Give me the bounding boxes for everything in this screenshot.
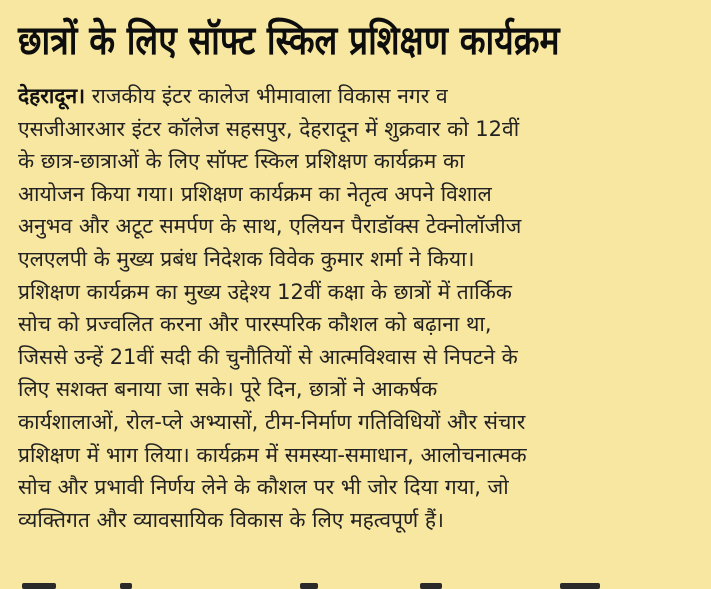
article-body <box>18 80 708 536</box>
article-line-text: राजकीय इंटर कालेज भीमावाला विकास नगर व <box>91 84 448 108</box>
article-line-13: सोच और प्रभावी निर्णय लेने के कौशल पर भी जोर दिया गया, जो <box>18 475 509 500</box>
article-line-5: अनुभव और अटूट समर्पण के साथ, एलियन पैराडॉक्स टेक्नोलॉजीज <box>18 214 522 239</box>
article-line-4: आयोजन किया गया। प्रशिक्षण कार्यक्रम का नेतृत्व अपने विशाल <box>18 181 492 206</box>
cropped-previous-text <box>0 0 711 10</box>
article-headline: छात्रों के लिए सॉफ्ट स्किल प्रशिक्षण कार्यक्रम <box>18 18 560 64</box>
article-line-2: एसजीआरआर इंटर कॉलेज सहसपुर, देहरादून में शुक्रवार को 12वीं <box>18 116 520 141</box>
article-line-9: जिससे उन्हें 21वीं सदी की चुनौतियों से आत्मविश्वास से निपटने के <box>18 344 518 369</box>
dateline: देहरादून। <box>18 84 86 108</box>
article-line-11: कार्यशालाओं, रोल-प्ले अभ्यासों, टीम-निर्माण गतिविधियों और संचार <box>18 409 526 434</box>
article-line-8: सोच को प्रज्वलित करना और पारस्परिक कौशल को बढ़ाना था, <box>18 312 492 337</box>
article-line-10: लिए सशक्त बनाया जा सके। पूरे दिन, छात्रों ने आकर्षक <box>18 377 438 402</box>
article-line-14: व्यक्तिगत और व्यावसायिक विकास के लिए महत्वपूर्ण हैं। <box>18 507 444 532</box>
article-line-1 <box>18 80 708 113</box>
article-line-7: प्रशिक्षण कार्यक्रम का मुख्य उद्देश्य 12वीं कक्षा के छात्रों में तार्किक <box>18 279 512 304</box>
article-line-3: के छात्र-छात्राओं के लिए सॉफ्ट स्किल प्रशिक्षण कार्यक्रम का <box>18 149 465 174</box>
article-line-6: एलएलपी के मुख्य प्रबंध निदेशक विवेक कुमार शर्मा ने किया। <box>18 246 475 271</box>
cropped-next-text <box>0 578 711 589</box>
article-line-12: प्रशिक्षण में भाग लिया। कार्यक्रम में समस्या-समाधान, आलोचनात्मक <box>18 442 527 467</box>
